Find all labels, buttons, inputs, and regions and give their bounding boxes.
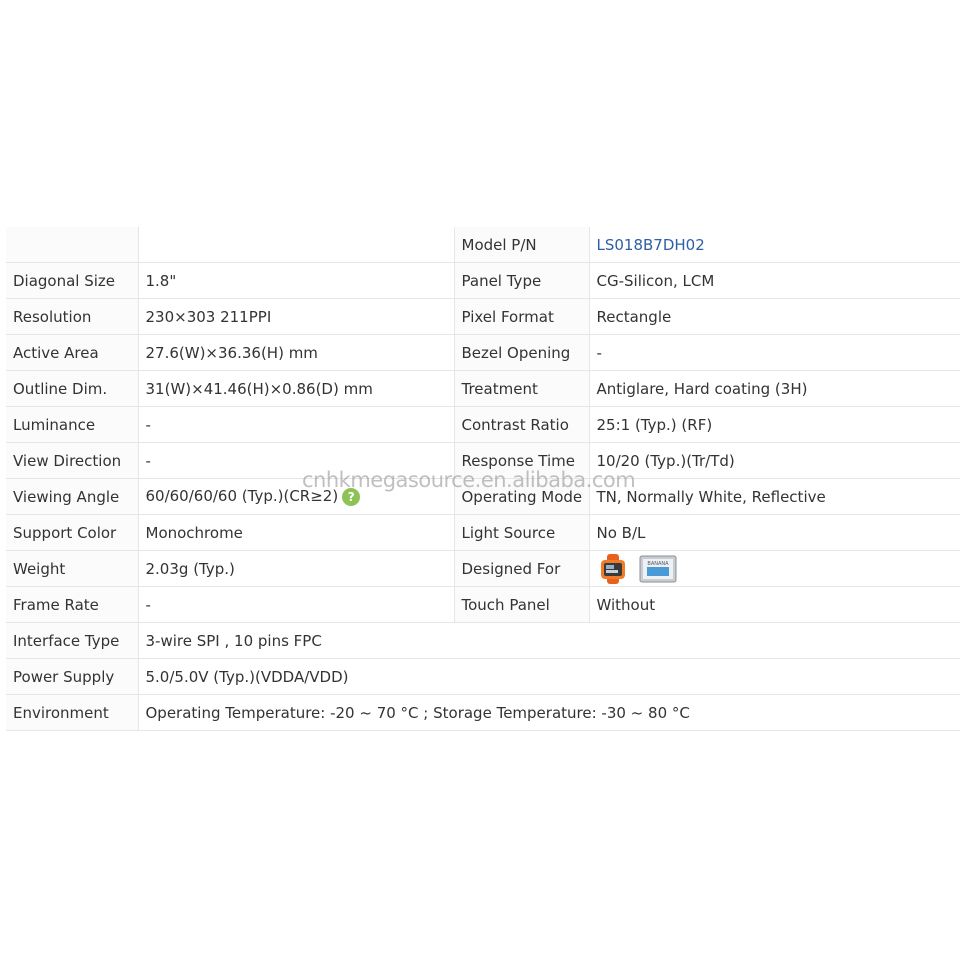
spec-value: 5.0/5.0V (Typ.)(VDDA/VDD) (138, 659, 960, 695)
table-row (6, 407, 960, 443)
spec-label: Diagonal Size (6, 263, 138, 299)
spec-label: Pixel Format (454, 299, 589, 335)
table-row (6, 515, 960, 551)
spec-label: Frame Rate (6, 587, 138, 623)
spec-value: 2.03g (Typ.) (138, 551, 454, 587)
spec-label: Operating Mode (454, 479, 589, 515)
spec-label: View Direction (6, 443, 138, 479)
table-row (6, 263, 960, 299)
model-value[interactable] (589, 227, 960, 263)
spec-label: Viewing Angle (6, 479, 138, 515)
table-row (6, 587, 960, 623)
spec-value (138, 479, 454, 515)
spec-label: Designed For (454, 551, 589, 587)
spec-value: No B/L (589, 515, 960, 551)
spec-value: Without (589, 587, 960, 623)
spec-label: Touch Panel (454, 587, 589, 623)
spec-label: Environment (6, 695, 138, 731)
model-link[interactable]: LS018B7DH02 (596, 235, 705, 254)
spec-value: 25:1 (Typ.) (RF) (589, 407, 960, 443)
spec-label: Response Time (454, 443, 589, 479)
spec-label: Panel Type (454, 263, 589, 299)
blank-cell (138, 227, 454, 263)
spec-label: Contrast Ratio (454, 407, 589, 443)
table-row (6, 659, 960, 695)
spec-value: 1.8" (138, 263, 454, 299)
help-icon[interactable]: ? (342, 488, 360, 506)
spec-value: 230×303 211PPI (138, 299, 454, 335)
spec-label: Power Supply (6, 659, 138, 695)
spec-label: Bezel Opening (454, 335, 589, 371)
spec-label: Weight (6, 551, 138, 587)
spec-value: - (138, 407, 454, 443)
spec-value: 3-wire SPI , 10 pins FPC (138, 623, 960, 659)
spec-value: Monochrome (138, 515, 454, 551)
spec-label: Active Area (6, 335, 138, 371)
table-row (6, 335, 960, 371)
table-row (6, 551, 960, 587)
blank-cell (6, 227, 138, 263)
spec-value: 27.6(W)×36.36(H) mm (138, 335, 454, 371)
spec-label: Resolution (6, 299, 138, 335)
spec-label: Interface Type (6, 623, 138, 659)
viewing-angle-text: 60/60/60/60 (Typ.)(CR≥2) (145, 487, 339, 506)
spec-value: CG-Silicon, LCM (589, 263, 960, 299)
model-label: Model P/N (454, 227, 589, 263)
spec-value: Antiglare, Hard coating (3H) (589, 371, 960, 407)
smartwatch-icon[interactable] (597, 553, 629, 585)
table-row (6, 479, 960, 515)
spec-value: - (589, 335, 960, 371)
spec-value: - (138, 443, 454, 479)
spec-label: Light Source (454, 515, 589, 551)
spec-value: 31(W)×41.46(H)×0.86(D) mm (138, 371, 454, 407)
spec-value: - (138, 587, 454, 623)
spec-label: Outline Dim. (6, 371, 138, 407)
spec-value: TN, Normally White, Reflective (589, 479, 960, 515)
lcd-display-icon[interactable] (639, 554, 677, 584)
spec-label: Support Color (6, 515, 138, 551)
watermark: cnhkmegasource.en.alibaba.com (302, 468, 636, 492)
spec-label: Treatment (454, 371, 589, 407)
spec-table (6, 227, 960, 731)
spec-value: Rectangle (589, 299, 960, 335)
table-row (6, 299, 960, 335)
table-row (6, 371, 960, 407)
table-row (6, 623, 960, 659)
spec-value: 10/20 (Typ.)(Tr/Td) (589, 443, 960, 479)
table-row (6, 695, 960, 731)
lcd-display-text: BANANA (646, 560, 669, 567)
spec-value: Operating Temperature: -20 ~ 70 °C ; Storage Temperature: -30 ~ 80 °C (138, 695, 960, 731)
spec-value (589, 551, 960, 587)
model-row (6, 227, 960, 263)
table-row (6, 443, 960, 479)
spec-label: Luminance (6, 407, 138, 443)
